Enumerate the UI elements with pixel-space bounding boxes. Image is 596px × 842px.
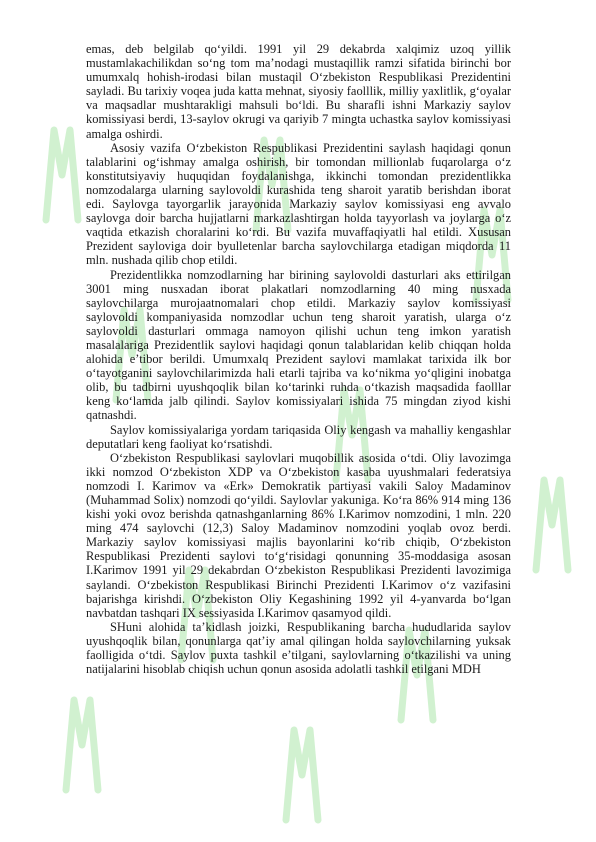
paragraph-2: Asosiy vazifa O‘zbekiston Respublikasi Prezidentini saylash haqidagi qonun talablarini og‘ishmay amalga oshirish, bir tomondan millionlab fuqarolarga o‘z konstitutsiyaviy huquqidan foydalanishga, ikkinchi tomondan prezidentlikka nomzodalarga ularning saylovoldi kurashida teng sharoit yaratib berishdan iborat edi. Saylovga tayorgarlik jarayonida Markaziy saylov komissiyasi eng avvalo saylovga doir barcha hujjatlarni markazlashtirgan holda tayyorlash va joylarga o‘z vaqtida etkazish choralarini ko‘rdi. Bu vazifa muvaffaqiyatli hal etildi. Xususan Prezident sayloviga doir byulletenlar barcha saylovchilarga etadigan miqdorda 11 mln. nushada qilib chop etildi. xyxy=(86,140,511,268)
paragraph-5: O‘zbekiston Respublikasi saylovlari muqobillik asosida o‘tdi. Oliy lavozimga ikki nomzod O‘zbekiston XDP va O‘zbekiston kasaba uyushmalari federatsiya nomzodi I. Karimov va «Erk» Demokratik partiyasi vakili Saloy Madaminov (Muhammad Solix) nomzodi qo‘yildi. Saylovlar yakuniga. Ko‘ra 86% 914 ming 136 kishi yoki ovoz berishda qatnashganlarning 86% I.Karimov nomzodini, 1 mln. 220 ming 474 saylovchi (12,3) Saloy Madaminov nomzodini yoqlab ovoz berdi. Markaziy saylov komissiyasi majlis bayonlarini ko‘rib chiqib, O‘zbekiston Respublikasi Prezidenti saylovi to‘g‘risidagi qonunning 35-moddasiga asosan I.Karimov 1991 yil 29 dekabrdan O‘zbekiston Respublikasi Prezidenti lavozimiga saylandi. O‘zbekiston Respublikasi Birinchi Prezidenti I.Karimov o‘z vazifasini bajarishga kirishdi. O‘zbekiston Oliy Kegashining 1992 yil 4-yanvarda bo‘lgan navbatdan tashqari IX sessiyasida I.Karimov qasamyod qildi. xyxy=(86,450,511,620)
paragraph-3: Prezidentlikka nomzodlarning har birining saylovoldi dasturlari aks ettirilgan 3001 ming nusxadan iborat plakatlari nomzodlarning 40 ming nusxada saylovchilarga murojaatnomalari chop etildi. Markaziy saylov komissiyasi saylovoldi kompaniyasida nomzodlar uchun teng sharoit yaratish, ularga o‘z saylovoldi dasturlari ommaga namoyon qilishi uchun teng imkon yaratish masalalariga Prezidentlik saylovi haqidagi qonun talablaridan kelib chiqqan holda alohida e’tibor berildi. Umumxalq Prezident saylovi mamlakat tarixida ilk bor o‘tayotganini saylovchilarimizda hali etarli tajriba va ko‘nikma yo‘qligini inobatga olib, bu tadbirni uyushqoqlik bilan ko‘tarinki ruhda o‘tkazish maqsadida faolllar keng ko‘lamda jalb qilindi. Saylov komissiyalari ishida 75 mingdan ziyod kishi qatnashdi. xyxy=(86,267,511,423)
watermark-logo-icon xyxy=(40,120,84,230)
paragraph-6: SHuni alohida ta’kidlash joizki, Respublikaning barcha hududlarida saylov uyushqoqlik bilan, qonunlarga qat’iy amal qilingan holda saylovchilarning yuksak faolligida o‘tdi. Saylov puxta tashkil e’tilgani, saylovlarning o‘tkazilishi va uning natijalarini hisoblab chiqish uchun qonun asosida adolatli tashkil etilgani MDH xyxy=(86,619,511,677)
watermark-logo-icon xyxy=(530,470,574,580)
document-body xyxy=(86,42,511,676)
watermark-logo-icon xyxy=(280,720,324,830)
paragraph-1: emas, deb belgilab qo‘yildi. 1991 yil 29 dekabrda xalqimiz uzoq yillik mustamlakachilikdan so‘ng tom ma’nodagi mustaqillik ramzi sifatida birinchi bor umumxalq hohish-irodasi bilan mustaqil O‘zbekiston Respublikasi Prezidentini sayladi. Bu tarixiy voqea juda katta mehnat, siyosiy faolllik, milliy yaxlitlik, g‘oyalar va maqsadlar mushtarakligi mahsuli bo‘ldi. Bu sharafli ishni Markaziy saylov komissiyasi berdi, 13-saylov okrugi va qariyib 7 mingta uchastka saylov komissiyasi amalga oshirdi. xyxy=(86,42,511,141)
paragraph-4: Saylov komissiyalariga yordam tariqasida Oliy kengash va mahalliy kengashlar deputatlari keng faoliyat ko‘rsatishdi. xyxy=(86,422,511,451)
watermark-logo-icon xyxy=(60,690,104,800)
